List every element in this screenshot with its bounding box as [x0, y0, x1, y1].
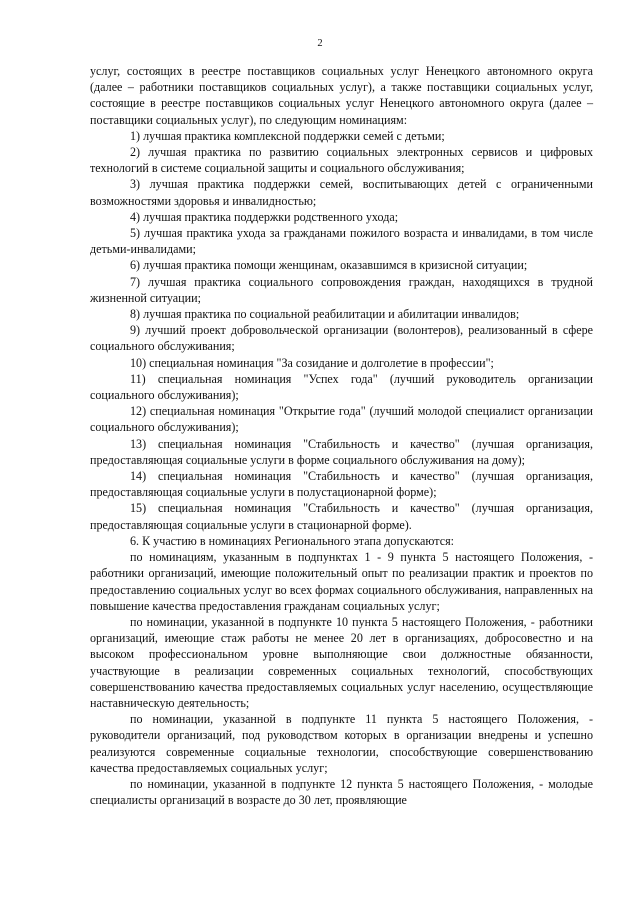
paragraph: услуг, состоящих в реестре поставщиков социальных услуг Ненецкого автономного округа (далее – работники поставщиков социальных услуг), а также поставщики социальных услуг, состоящие в реестре поставщиков социальных услуг Ненецкого автономного округа (далее – поставщики социальных услуг), по следующим номинациям: [90, 64, 593, 127]
paragraph: 2) лучшая практика по развитию социальных электронных сервисов и цифровых технологий в системе социальной защиты и социального обслуживания; [90, 145, 593, 176]
paragraph: 5) лучшая практика ухода за гражданами пожилого возраста и инвалидами, в том числе детьми-инвалидами; [90, 226, 593, 257]
paragraph: по номинации, указанной в подпункте 10 пункта 5 настоящего Положения, - работники организаций, имеющие стаж работы не менее 20 лет в организациях, добросовестно и на высоком профессиональном уровне выполняющие свои должностные обязанности, участвующие в реализации современных социальных технологий, способствующих совершенствованию качества предоставляемых социальных услуг населению, осуществляющие наставническую деятельность; [90, 614, 593, 710]
document-body [90, 63, 593, 808]
paragraph: 1) лучшая практика комплексной поддержки семей с детьми; [130, 128, 445, 143]
paragraph: 3) лучшая практика поддержки семей, воспитывающих детей с ограниченными возможностями здоровья и инвалидностью; [90, 177, 593, 208]
paragraph: 6. К участию в номинациях Регионального этапа допускаются: [130, 533, 455, 548]
paragraph: по номинации, указанной в подпункте 12 пункта 5 настоящего Положения, - молодые специалисты организаций в возрасте до 30 лет, проявляющие [90, 776, 593, 808]
paragraph: по номинации, указанной в подпункте 11 пункта 5 настоящего Положения, - руководители организаций, под руководством которых в организации внедрены и успешно реализуются современные социальные технологии, способствующие совершенствованию качества предоставляемых социальных услуг; [90, 712, 593, 775]
paragraph: 8) лучшая практика по социальной реабилитации и абилитации инвалидов; [130, 307, 520, 322]
paragraph: 9) лучший проект добровольческой организации (волонтеров), реализованный в сфере социального обслуживания; [90, 323, 593, 354]
paragraph: 10) специальная номинация "За созидание и долголетие в профессии"; [130, 355, 494, 370]
paragraph: 14) специальная номинация "Стабильность и качество" (лучшая организация, предоставляющая социальные услуги в полустационарной форме); [90, 469, 593, 500]
paragraph: 12) специальная номинация "Открытие года" (лучший молодой специалист организации социального обслуживания); [90, 404, 593, 435]
paragraph: 11) специальная номинация "Успех года" (лучший руководитель организации социального обслуживания); [90, 371, 593, 403]
paragraph: 6) лучшая практика помощи женщинам, оказавшимся в кризисной ситуации; [130, 258, 528, 273]
paragraph: 15) специальная номинация "Стабильность и качество" (лучшая организация, предоставляющая социальные услуги в стационарной форме). [90, 501, 593, 532]
paragraph: 4) лучшая практика поддержки родственного ухода; [130, 209, 399, 224]
paragraph: 13) специальная номинация "Стабильность и качество" (лучшая организация, предоставляющая социальные услуги в форме социального обслуживания на дому); [90, 436, 593, 467]
paragraph: 7) лучшая практика социального сопровождения граждан, находящихся в трудной жизненной ситуации; [90, 274, 593, 305]
page-number: 2 [317, 38, 323, 49]
paragraph: по номинациям, указанным в подпунктах 1 - 9 пункта 5 настоящего Положения, - работники организаций, имеющие положительный опыт по реализации практик и проектов по предоставлению социальных услуг во всех формах социального обслуживания, направленных на повышение качества предоставления гражданам социальных услуг; [90, 550, 593, 613]
